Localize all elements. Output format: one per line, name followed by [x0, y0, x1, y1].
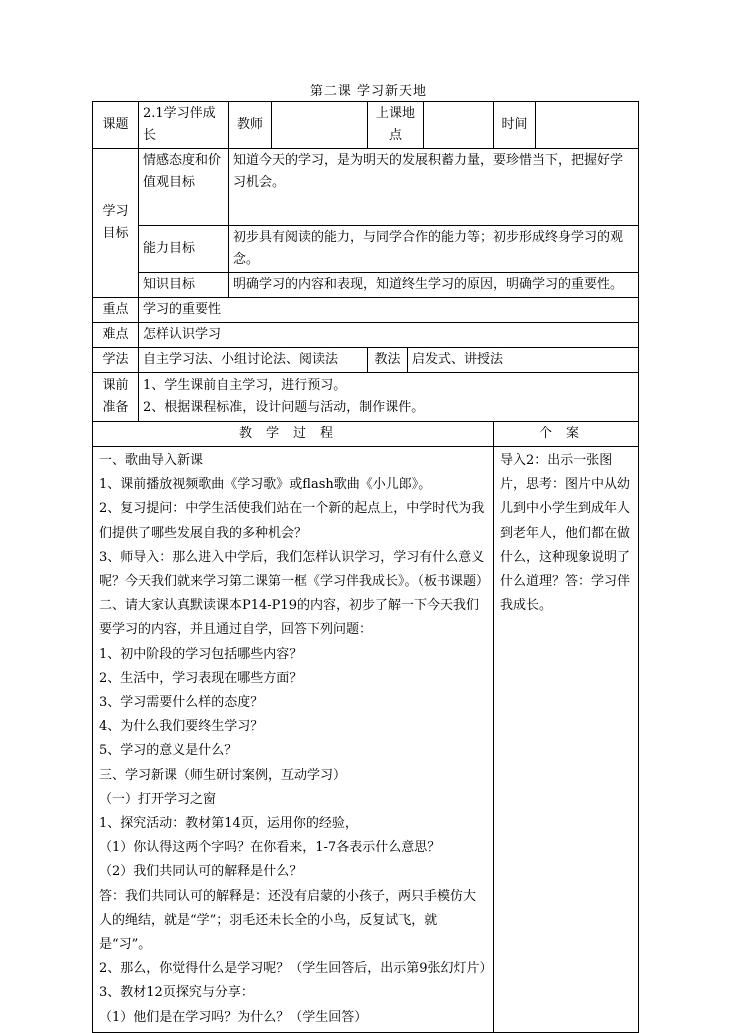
time-label: 时间	[494, 102, 536, 149]
process-line: 3、学习需要什么样的态度？	[99, 695, 264, 711]
difficulty-row	[93, 323, 639, 348]
process-line: （1）你认得这两个字吗？在你看来，1-7各表示什么意思？	[99, 840, 441, 856]
preparation-item: 2、根据课程标准，设计问题与活动，制作课件。	[143, 400, 425, 415]
process-line: 三、学习新课（师生研讨案例，互动学习）	[99, 767, 347, 783]
goal-text-ability: 初步具有阅读的能力，与同学合作的能力等；初步形成终身学习的观念。	[229, 226, 639, 273]
goal-row-ability	[93, 226, 639, 273]
goal-name-ability: 能力目标	[139, 226, 229, 273]
case-note	[494, 447, 639, 1033]
case-header: 个案	[494, 422, 639, 447]
lesson-plan-table	[92, 101, 639, 1033]
teach-method-label: 教法	[368, 348, 408, 373]
goal-name-emotion: 情感态度和价值观目标	[139, 149, 229, 226]
methods-row	[93, 348, 639, 373]
process-line: 1、初中阶段的学习包括哪些内容？	[99, 646, 303, 662]
process-line: 答：我们共同认可的解释是：还没有启蒙的小孩子，两只手模仿大人的绳结，就是“学”；羽毛还未长全的小鸟，反复试飞，就是“习”。	[99, 888, 477, 953]
goal-row-emotion	[93, 149, 639, 226]
goal-text-emotion: 知道今天的学习，是为明天的发展积蓄力量，要珍惜当下，把握好学习机会。	[229, 149, 639, 226]
process-line: 1、课前播放视频歌曲《学习歌》或flash歌曲《小儿郎》。	[99, 477, 432, 493]
process-line: 2、生活中，学习表现在哪些方面？	[99, 670, 303, 686]
place-value	[424, 102, 494, 149]
preparation-item: 1、学生课前自主学习，进行预习。	[143, 378, 347, 393]
study-method-value: 自主学习法、小组讨论法、阅读法	[139, 348, 368, 373]
key-point-label: 重点	[93, 298, 139, 323]
study-method-label: 学法	[93, 348, 139, 373]
header-row	[93, 102, 639, 149]
page-title: 第二课 学习新天地	[309, 84, 428, 99]
process-line: 2、那么，你觉得什么是学习呢？（学生回答后，出示第9张幻灯片）	[99, 961, 493, 977]
case-note-text: 导入2：出示一张图片，思考：图片中从幼儿到中小学生到成年人到老年人，他们都在做什么，这种现象说明了什么道理？答：学习伴我成长。	[500, 453, 631, 614]
process-line: 2、复习提问：中学生活使我们站在一个新的起点上，中学时代为我们提供了哪些发展自我的多种机会？	[99, 501, 485, 541]
teacher-value	[272, 102, 368, 149]
process-line: 4、为什么我们要终生学习？	[99, 719, 264, 735]
topic-value: 2.1学习伴成长	[139, 102, 229, 149]
preparation-row	[93, 373, 639, 422]
key-point-row	[93, 298, 639, 323]
teach-method-value: 启发式、讲授法	[408, 348, 639, 373]
process-row	[93, 447, 639, 1033]
process-content	[93, 447, 494, 1033]
process-line: 一、歌曲导入新课	[99, 453, 204, 468]
topic-label: 课题	[93, 102, 139, 149]
process-line: （一）打开学习之窗	[99, 791, 217, 807]
preparation-label: 课前准备	[93, 373, 139, 422]
teacher-label: 教师	[229, 102, 272, 149]
process-line: （1）他们是在学习吗？为什么？（学生回答）	[99, 1009, 368, 1025]
section-header-row	[93, 422, 639, 447]
goal-text-knowledge: 明确学习的内容和表现，知道终生学习的原因，明确学习的重要性。	[229, 273, 639, 298]
goal-row-knowledge	[93, 273, 639, 298]
difficulty-label: 难点	[93, 323, 139, 348]
difficulty-value: 怎样认识学习	[139, 323, 639, 348]
process-line: 二、请大家认真默读课本P14-P19的内容，初步了解一下今天我们要学习的内容，并且通过自学，回答下列问题：	[99, 598, 479, 638]
process-line: 3、师导入：那么进入中学后，我们怎样认识学习，学习有什么意义呢？今天我们就来学习第二课第一框《学习伴我成长》。（板书课题）	[99, 549, 490, 590]
process-line: 1、探究活动：教材第14页，运用你的经验，	[99, 816, 358, 832]
key-point-value: 学习的重要性	[139, 298, 639, 323]
goal-name-knowledge: 知识目标	[139, 273, 229, 298]
goals-label: 学习目标	[93, 149, 139, 298]
process-header: 教学过程	[93, 422, 494, 447]
process-line: 3、教材12页探究与分享：	[99, 985, 254, 1001]
preparation-items	[139, 373, 639, 422]
place-label: 上课地点	[368, 102, 424, 149]
process-line: 5、学习的意义是什么？	[99, 743, 238, 759]
time-value	[536, 102, 639, 149]
process-line: （2）我们共同认可的解释是什么？	[99, 864, 303, 880]
